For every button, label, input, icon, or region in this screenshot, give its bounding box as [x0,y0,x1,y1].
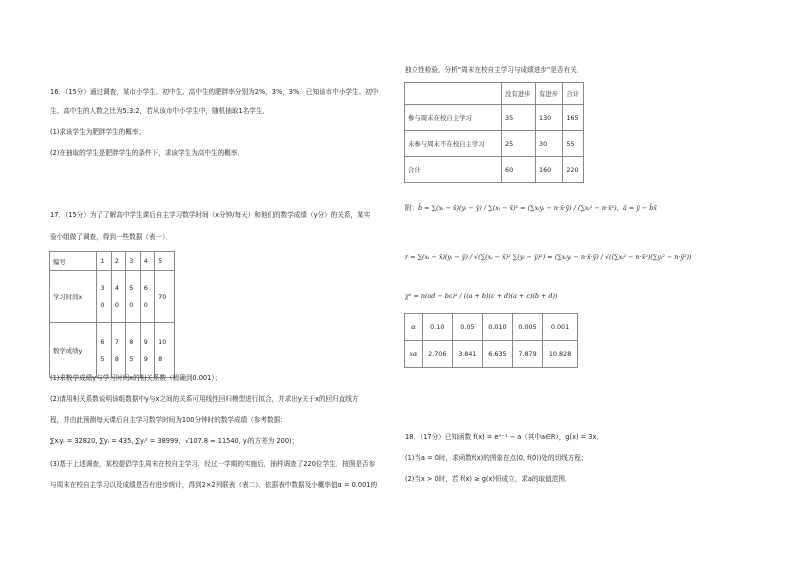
table3-alpha: 0.10 [422,314,452,341]
table2-row-label: 参与周末在校自主学习 [405,105,502,131]
table2-cell: 55 [563,131,584,157]
table2-header [405,83,502,105]
table2-cell: 160 [536,157,563,183]
table-2 [404,82,584,183]
table3-alpha: 0.010 [482,314,512,341]
table3-xa: 6.635 [482,341,512,368]
q18-line-1: 18．（17分）已知函数 f(x) = eˣ⁻¹ − a（其中a∈R），g(x) = 3x． [405,433,603,441]
table1-cell: 7 8 [111,323,125,378]
table1-cell: 70 [155,271,175,323]
q17-reference-data: ∑xᵢyᵢ = 32820, ∑yᵢ = 435, ∑yᵢ² = 38999，√107.8 ≈ 11540, yᵢ的方差为 200)； [50,437,299,445]
table1-header: 1 [97,252,111,271]
table1-header: 5 [155,252,175,271]
q18-part-2: (2)当x > 0时，若 f(x) ≥ g(x)恒成立，求a的取值范围． [405,475,572,483]
formula-b-hat: b̂ = ∑(xᵢ − x̄)(yᵢ − ȳ) / ∑(xᵢ − x̄)² = (∑xᵢyᵢ − n·x̄·ȳ) / (∑xᵢ² − n·x̄²)，â = ȳ − b̂x̄ [418,204,657,212]
table2-row-label: 未参与周末不在校自主学习 [405,131,502,157]
table3-xa: 2.706 [422,341,452,368]
table1-header: 3 [126,252,140,271]
table1-cell: 5 0 [126,271,140,323]
table3-alpha: 0.05 [452,314,482,341]
table-1 [49,251,175,378]
table2-header: 有进步 [536,83,563,105]
table1-header: 编号 [50,252,97,271]
table2-cell: 130 [536,105,563,131]
table1-cell: 6 5 [97,323,111,378]
table1-header: 4 [140,252,154,271]
q17-part-1: (1)求数学成绩y与学习时间x的相关系数（精确到0.001）； [50,374,222,382]
table3-xa: 7.879 [512,341,542,368]
table2-header: 合计 [563,83,584,105]
table3-alpha: 0.005 [512,314,542,341]
q17-part-3-line-1: (3)基于上述调查，某校提倡学生周末在校自主学习．经过一学期的实施后，抽样调查了220位学生．按照是否参 [50,460,376,468]
table1-cell: 8 5 [126,323,140,378]
table3-xa: 3.841 [452,341,482,368]
table2-cell: 220 [563,157,584,183]
table2-header: 没有进步 [502,83,536,105]
q17-part-2-line-1: (2)请用相关系数说明该组数据中y与x之间的关系可用线性回归模型进行拟合，并求出y关于x的回归直线方 [50,395,359,403]
table3-alpha: 0.001 [543,314,578,341]
table3-xa: 10.828 [543,341,578,368]
table1-cell: 4 0 [111,271,125,323]
q16-part-1: (1)求该学生为肥胖学生的概率； [50,128,146,136]
formula-chi-square: χ² = n(ad − bc)² / ((a + b)(c + d)(a + c)(b + d)) [405,292,558,300]
table1-row-label: 数学成绩y [50,323,97,378]
q17-part-2-line-2: 程，并由此预测每天课后自主学习数学时间为100分钟时的数学成绩（参考数据： [50,416,287,424]
table2-row-label: 合计 [405,157,502,183]
table3-x-label: xα [405,341,423,368]
q17-intro-2: 验小组做了调查，得到一些数据（表一）． [50,233,172,241]
appendix-label: 附： [405,204,419,212]
q16-line-1: 16．（15分）通过调查，某市小学生、初中生、高中生的肥胖率分别为2%，3%，3%．已知该市中小学生、初中 [50,88,379,96]
q17-continued: 独立性检验，分析“周末在校自主学习与成绩进步”是否有关． [405,66,584,74]
table1-header: 2 [111,252,125,271]
q17-part-3-line-2: 与周末在校自主学习以及成绩是否有进步统计，得到2×2列联表（表二）．依据表中数据及小概率值α = 0.001的 [50,481,378,489]
q16-part-2: (2)在抽取的学生是肥胖学生的条件下，求该学生为高中生的概率． [50,149,244,157]
q17-intro-1: 17．（15分）为了了解高中学生课后自主学习数学时间（x分钟/每天）和他们的数学成绩（y分）的关系，某实 [50,211,371,219]
formula-r: r = ∑(xᵢ − x̄)(yᵢ − ȳ) / √(∑(xᵢ − x̄)² ∑(yᵢ − ȳ)²) = (∑xᵢyᵢ − n·x̄·ȳ) / √((∑xᵢ² − n·x̄²)(∑yᵢ² − n·ȳ²)) [405,253,692,261]
table-3 [404,313,578,368]
table3-alpha-label: α [405,314,423,341]
table1-cell: 3 0 [97,271,111,323]
table2-cell: 25 [502,131,536,157]
q18-part-1: (1)当a = 0时，求函数f(x)的图象在点(0, f(0))处的切线方程； [405,454,588,462]
table1-cell: 6 0 [140,271,154,323]
table2-cell: 60 [502,157,536,183]
table1-cell: 9 9 [140,323,154,378]
q16-line-2: 生、高中生的人数之比为5:3:2，若从该市中小学生中，随机抽取1名学生． [50,107,270,115]
table2-cell: 35 [502,105,536,131]
table1-row-label: 学习时间x [50,271,97,323]
table2-cell: 165 [563,105,584,131]
table2-cell: 30 [536,131,563,157]
table1-cell: 10 8 [155,323,175,378]
